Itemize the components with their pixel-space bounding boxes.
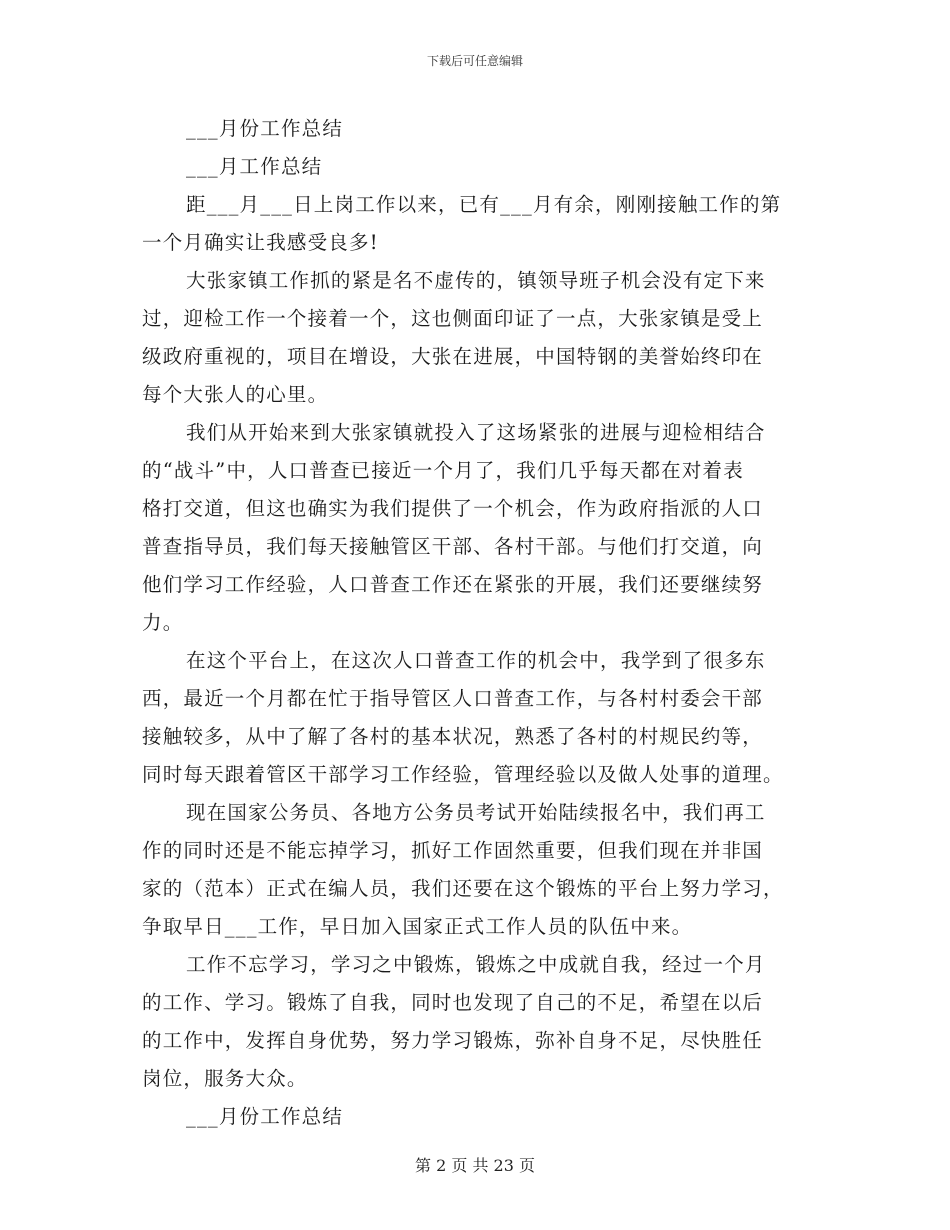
section-heading: ___月份工作总结 [186,117,344,140]
text-line: 的“战斗”中，人口普查已接近一个月了，我们几乎每天都在对着表 [142,459,744,482]
text-line: 级政府重视的，项目在增设，大张在进展，中国特钢的美誉始终印在 [142,345,764,368]
text-line: 距___月___日上岗工作以来，已有___月有余，刚刚接触工作的第 [186,193,782,216]
text-line: 普查指导员，我们每天接触管区干部、各村干部。与他们打交道，向 [142,535,764,558]
page-number: 第 2 页 共 23 页 [415,1156,535,1175]
text-line: 争取早日___工作，早日加入国家正式工作人员的队伍中来。 [142,915,693,938]
text-line: 的工作、学习。锻炼了自我，同时也发现了自己的不足，希望在以后 [142,991,764,1014]
text-line: 岗位，服务大众。 [142,1067,308,1090]
section-subheading: ___月工作总结 [186,155,323,178]
text-line: 在这个平台上，在这次人口普查工作的机会中，我学到了很多东 [186,649,766,672]
text-line: 家的（范本）正式在编人员，我们还要在这个锻炼的平台上努力学习， [142,877,784,900]
page-header: 下载后可任意编辑 [426,54,523,68]
text-line: 作的同时还是不能忘掉学习，抓好工作固然重要，但我们现在并非国 [142,839,764,862]
document-body [142,110,810,1136]
text-line: 每个大张人的心里。 [142,383,329,406]
text-line: 过，迎检工作一个接着一个，这也侧面印证了一点，大张家镇是受上 [142,307,764,330]
text-line: 大张家镇工作抓的紧是名不虚传的，镇领导班子机会没有定下来 [186,269,766,292]
text-line: 力。 [142,611,184,634]
text-line: 他们学习工作经验，人口普查工作还在紧张的开展，我们还要继续努 [142,573,764,596]
section-heading: ___月份工作总结 [186,1105,344,1128]
text-line: 的工作中，发挥自身优势，努力学习锻炼，弥补自身不足，尽快胜任 [142,1029,764,1052]
text-line: 格打交道，但这也确实为我们提供了一个机会，作为政府指派的人口 [142,497,764,520]
text-line: 工作不忘学习，学习之中锻炼，锻炼之中成就自我，经过一个月 [186,953,766,976]
text-line: 我们从开始来到大张家镇就投入了这场紧张的进展与迎检相结合 [186,421,766,444]
text-line: 西，最近一个月都在忙于指导管区人口普查工作，与各村村委会干部 [142,687,764,710]
text-line: 接触较多，从中了解了各村的基本状况，熟悉了各村的村规民约等， [142,725,764,748]
text-line: 现在国家公务员、各地方公务员考试开始陆续报名中，我们再工 [186,801,766,824]
text-line: 一个月确实让我感受良多! [142,231,379,254]
text-line: 同时每天跟着管区干部学习工作经验，管理经验以及做人处事的道理。 [142,763,784,786]
